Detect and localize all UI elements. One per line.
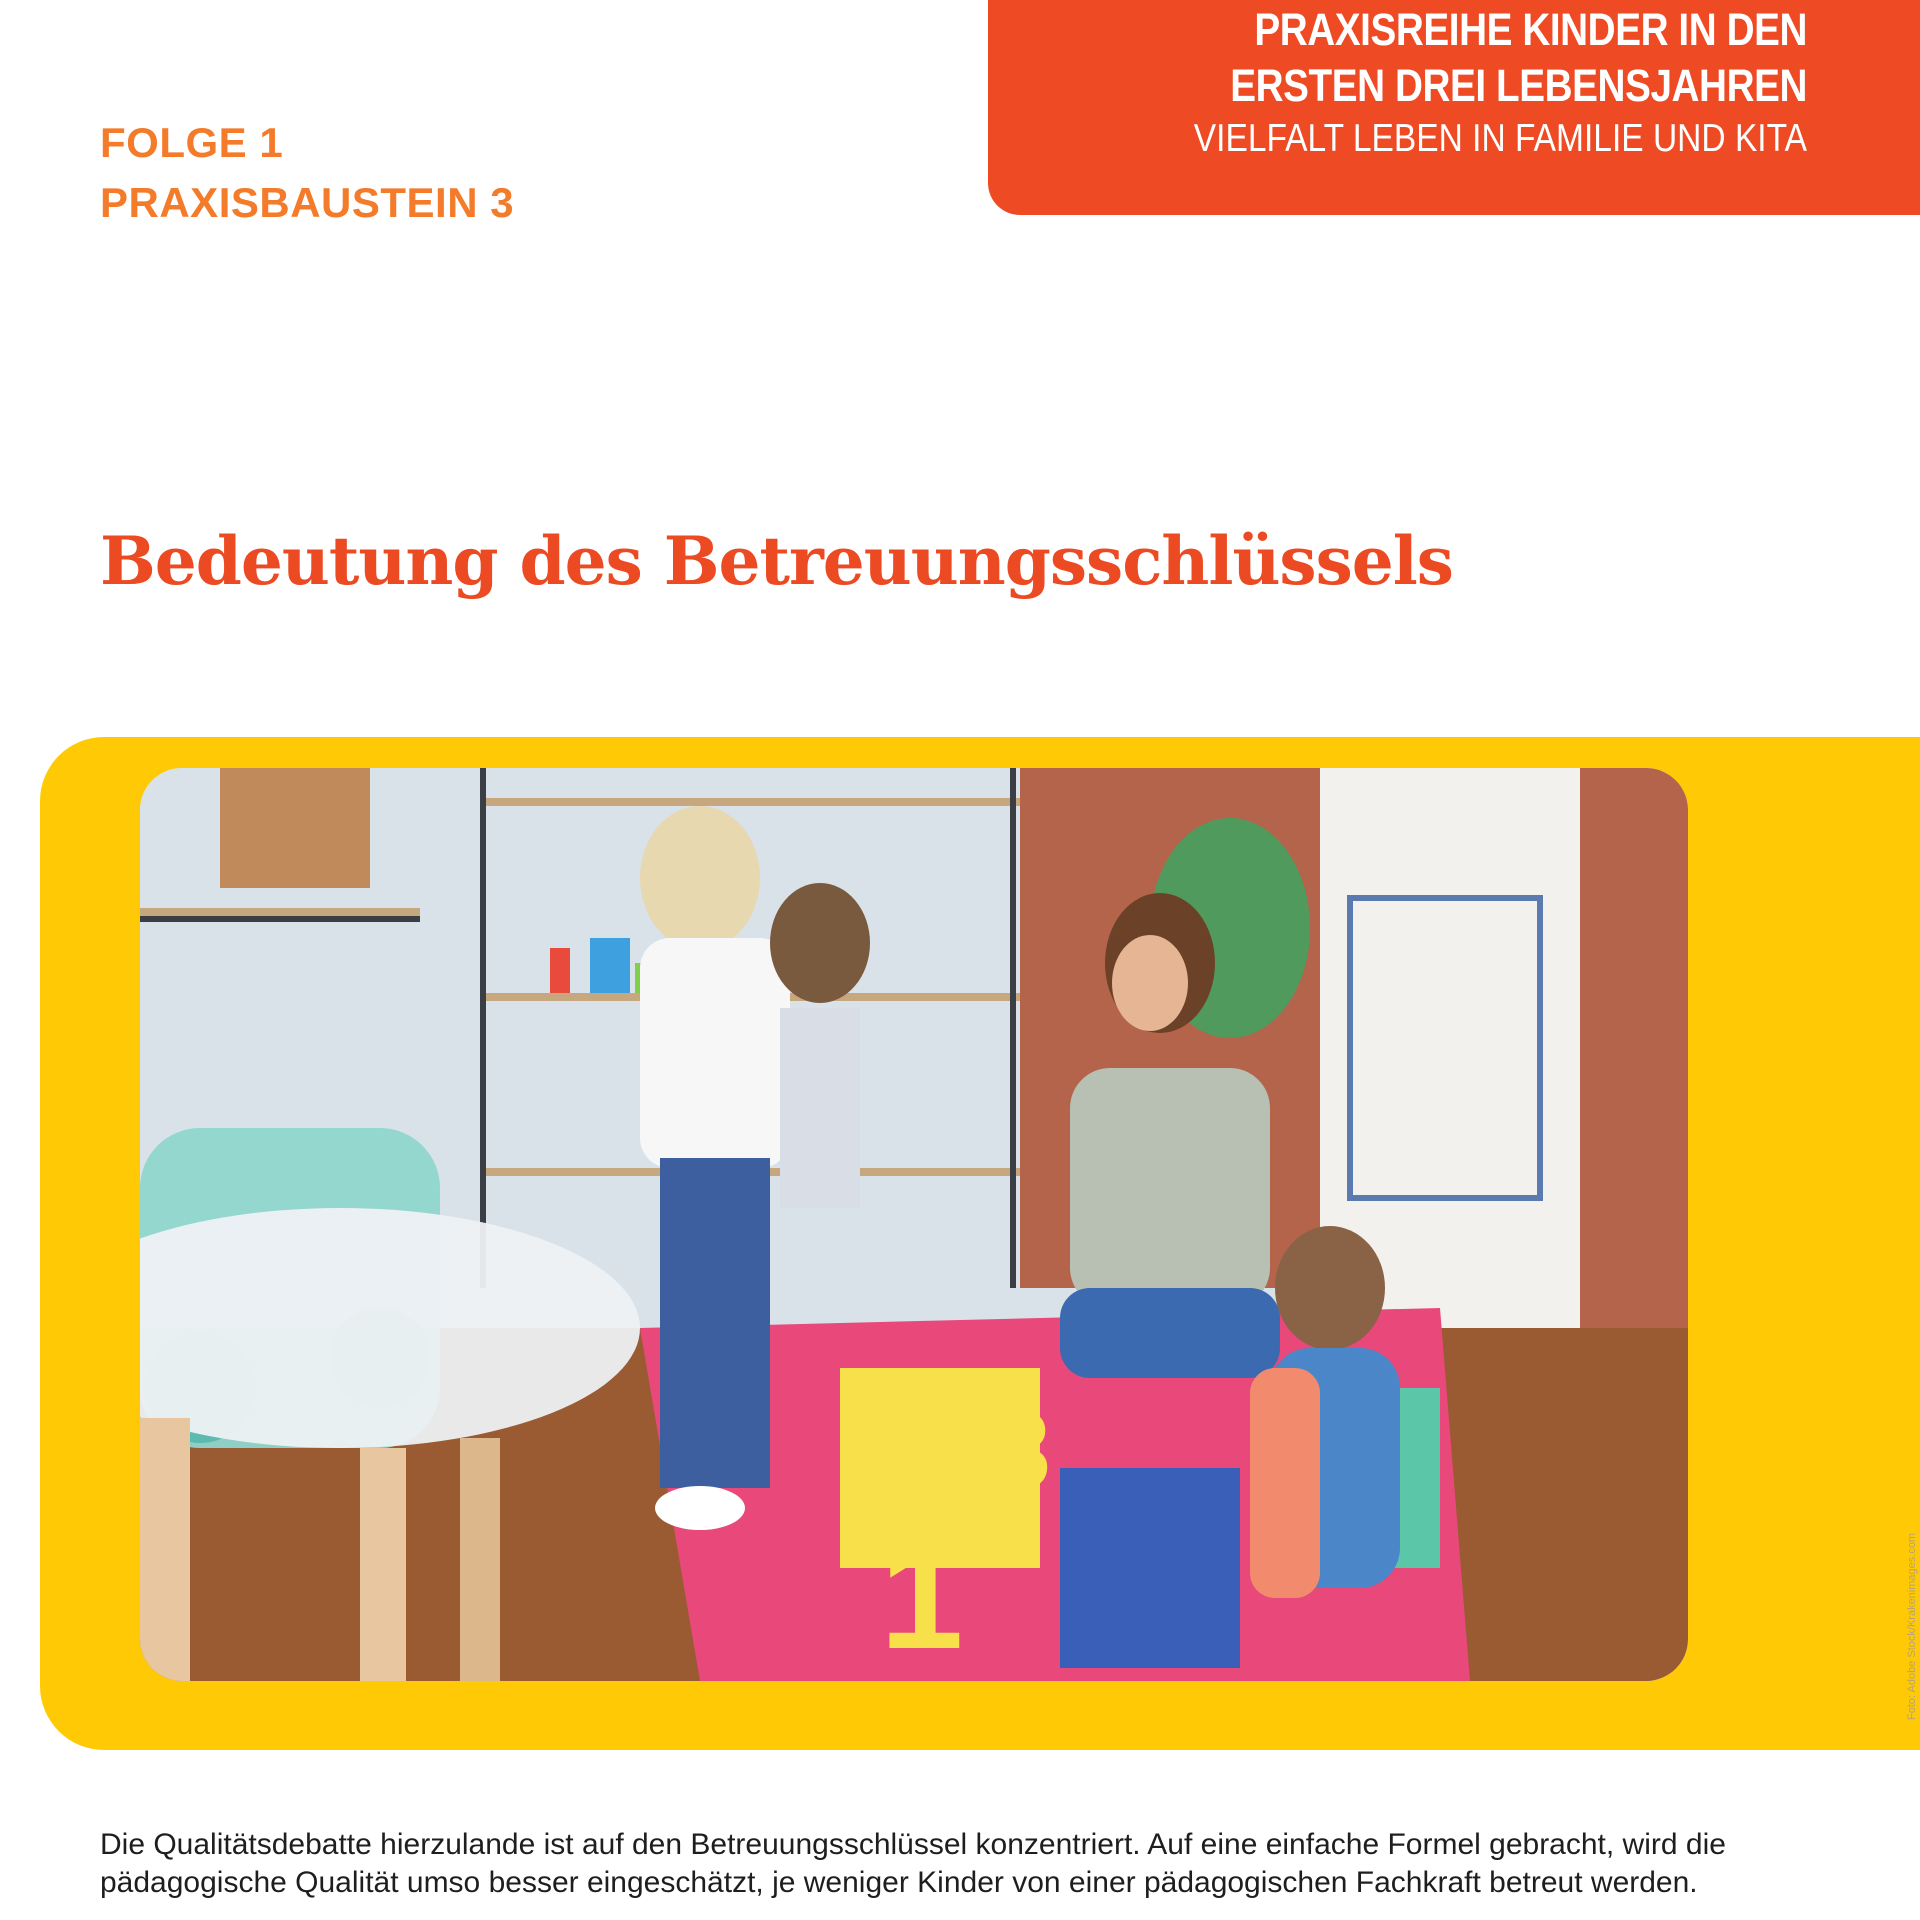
episode-label: FOLGE 1 — [100, 119, 284, 166]
banner-subtitle: VIELFALT LEBEN IN FAMILIE UND KITA — [1193, 117, 1807, 160]
photo-illustration — [140, 768, 1688, 1681]
banner-line-2: ERSTEN DREI LEBENSJAHREN — [1230, 60, 1807, 111]
hero-photo — [140, 768, 1688, 1681]
module-label: PRAXISBAUSTEIN 3 — [100, 179, 515, 226]
series-banner — [988, 0, 1920, 215]
intro-paragraph: Die Qualitätsdebatte hierzulande ist auf den Betreuungsschlüssel konzentriert. Auf eine einfache Formel gebracht, wird die pädagogische Qualität umso besser eingeschätzt, je weniger Kinder von einer pädagogischen Fachkraft betreut werden. — [100, 1828, 1726, 1899]
svg-text:3: 3 — [990, 1389, 1052, 1512]
page-title: Bedeutung des Betreuungsschlüssels — [100, 522, 1453, 600]
photo-credit: Foto: Adobe Stock/Krakenimages.com — [1906, 1532, 1918, 1720]
banner-line-1: PRAXISREIHE KINDER IN DEN — [1254, 4, 1807, 55]
series-info — [100, 113, 514, 233]
svg-text:1: 1 — [880, 1512, 964, 1680]
